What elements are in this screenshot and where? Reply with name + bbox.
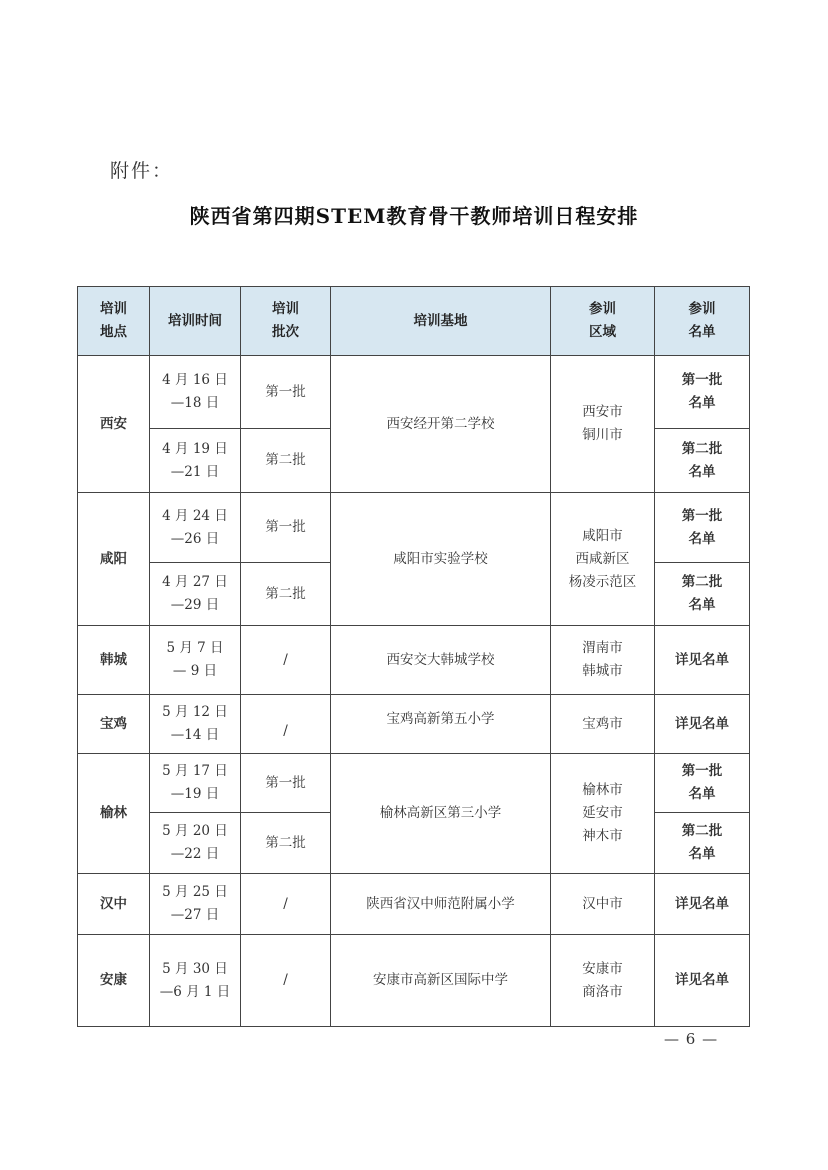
time-cell: 5 月 25 日 —27 日 — [150, 874, 241, 935]
base-cell: 宝鸡高新第五小学 — [331, 695, 551, 754]
time-cell: 4 月 19 日 —21 日 — [150, 429, 241, 493]
location-cell: 咸阳 — [78, 493, 150, 626]
list-link[interactable]: 详见名单 — [655, 935, 750, 1027]
list-link[interactable]: 第一批 名单 — [655, 754, 750, 813]
time-cell: 5 月 30 日 —6 月 1 日 — [150, 935, 241, 1027]
list-link[interactable]: 详见名单 — [655, 695, 750, 754]
time-cell: 5 月 7 日 — 9 日 — [150, 626, 241, 695]
time-cell: 5 月 17 日 —19 日 — [150, 754, 241, 813]
base-cell: 西安交大韩城学校 — [331, 626, 551, 695]
header-base: 培训基地 — [331, 287, 551, 356]
document-title: 陕西省第四期STEM教育骨干教师培训日程安排 — [189, 204, 639, 228]
batch-cell: 第一批 — [241, 754, 331, 813]
time-cell: 4 月 24 日 —26 日 — [150, 493, 241, 563]
region-cell: 榆林市 延安市 神木市 — [551, 754, 655, 874]
header-list: 参训 名单 — [655, 287, 750, 356]
batch-cell: 第二批 — [241, 563, 331, 626]
header-region: 参训 区域 — [551, 287, 655, 356]
schedule-table — [77, 286, 750, 1027]
table-row — [78, 356, 750, 429]
table-row — [78, 754, 750, 813]
list-link[interactable]: 详见名单 — [655, 626, 750, 695]
page-number: — 6 — — [664, 1030, 719, 1048]
region-cell: 汉中市 — [551, 874, 655, 935]
region-cell: 咸阳市 西咸新区 杨凌示范区 — [551, 493, 655, 626]
table-row — [78, 493, 750, 563]
header-location: 培训 地点 — [78, 287, 150, 356]
list-link[interactable]: 第一批 名单 — [655, 356, 750, 429]
table-row — [78, 626, 750, 695]
time-cell: 4 月 27 日 —29 日 — [150, 563, 241, 626]
list-link[interactable]: 详见名单 — [655, 874, 750, 935]
batch-cell: 第二批 — [241, 813, 331, 874]
batch-cell: 第一批 — [241, 493, 331, 563]
location-cell: 汉中 — [78, 874, 150, 935]
list-link[interactable]: 第二批 名单 — [655, 563, 750, 626]
table-row — [78, 874, 750, 935]
table-row — [78, 695, 750, 754]
batch-cell: 第一批 — [241, 356, 331, 429]
base-cell: 安康市高新区国际中学 — [331, 935, 551, 1027]
list-link[interactable]: 第二批 名单 — [655, 813, 750, 874]
batch-cell: / — [241, 935, 331, 1027]
location-cell: 安康 — [78, 935, 150, 1027]
list-link[interactable]: 第二批 名单 — [655, 429, 750, 493]
base-cell: 榆林高新区第三小学 — [331, 754, 551, 874]
time-cell: 4 月 16 日 —18 日 — [150, 356, 241, 429]
batch-cell: / — [241, 695, 331, 754]
base-cell: 咸阳市实验学校 — [331, 493, 551, 626]
region-cell: 宝鸡市 — [551, 695, 655, 754]
table-header-row — [78, 287, 750, 356]
location-cell: 韩城 — [78, 626, 150, 695]
list-link[interactable]: 第一批 名单 — [655, 493, 750, 563]
attachment-label: 附件： — [110, 160, 174, 182]
batch-cell: 第二批 — [241, 429, 331, 493]
time-cell: 5 月 12 日 —14 日 — [150, 695, 241, 754]
region-cell: 西安市 铜川市 — [551, 356, 655, 493]
batch-cell: / — [241, 626, 331, 695]
table-row — [78, 935, 750, 1027]
location-cell: 西安 — [78, 356, 150, 493]
time-cell: 5 月 20 日 —22 日 — [150, 813, 241, 874]
batch-cell: / — [241, 874, 331, 935]
region-cell: 安康市 商洛市 — [551, 935, 655, 1027]
region-cell: 渭南市 韩城市 — [551, 626, 655, 695]
header-batch: 培训 批次 — [241, 287, 331, 356]
base-cell: 陕西省汉中师范附属小学 — [331, 874, 551, 935]
base-cell: 西安经开第二学校 — [331, 356, 551, 493]
location-cell: 榆林 — [78, 754, 150, 874]
header-time: 培训时间 — [150, 287, 241, 356]
location-cell: 宝鸡 — [78, 695, 150, 754]
